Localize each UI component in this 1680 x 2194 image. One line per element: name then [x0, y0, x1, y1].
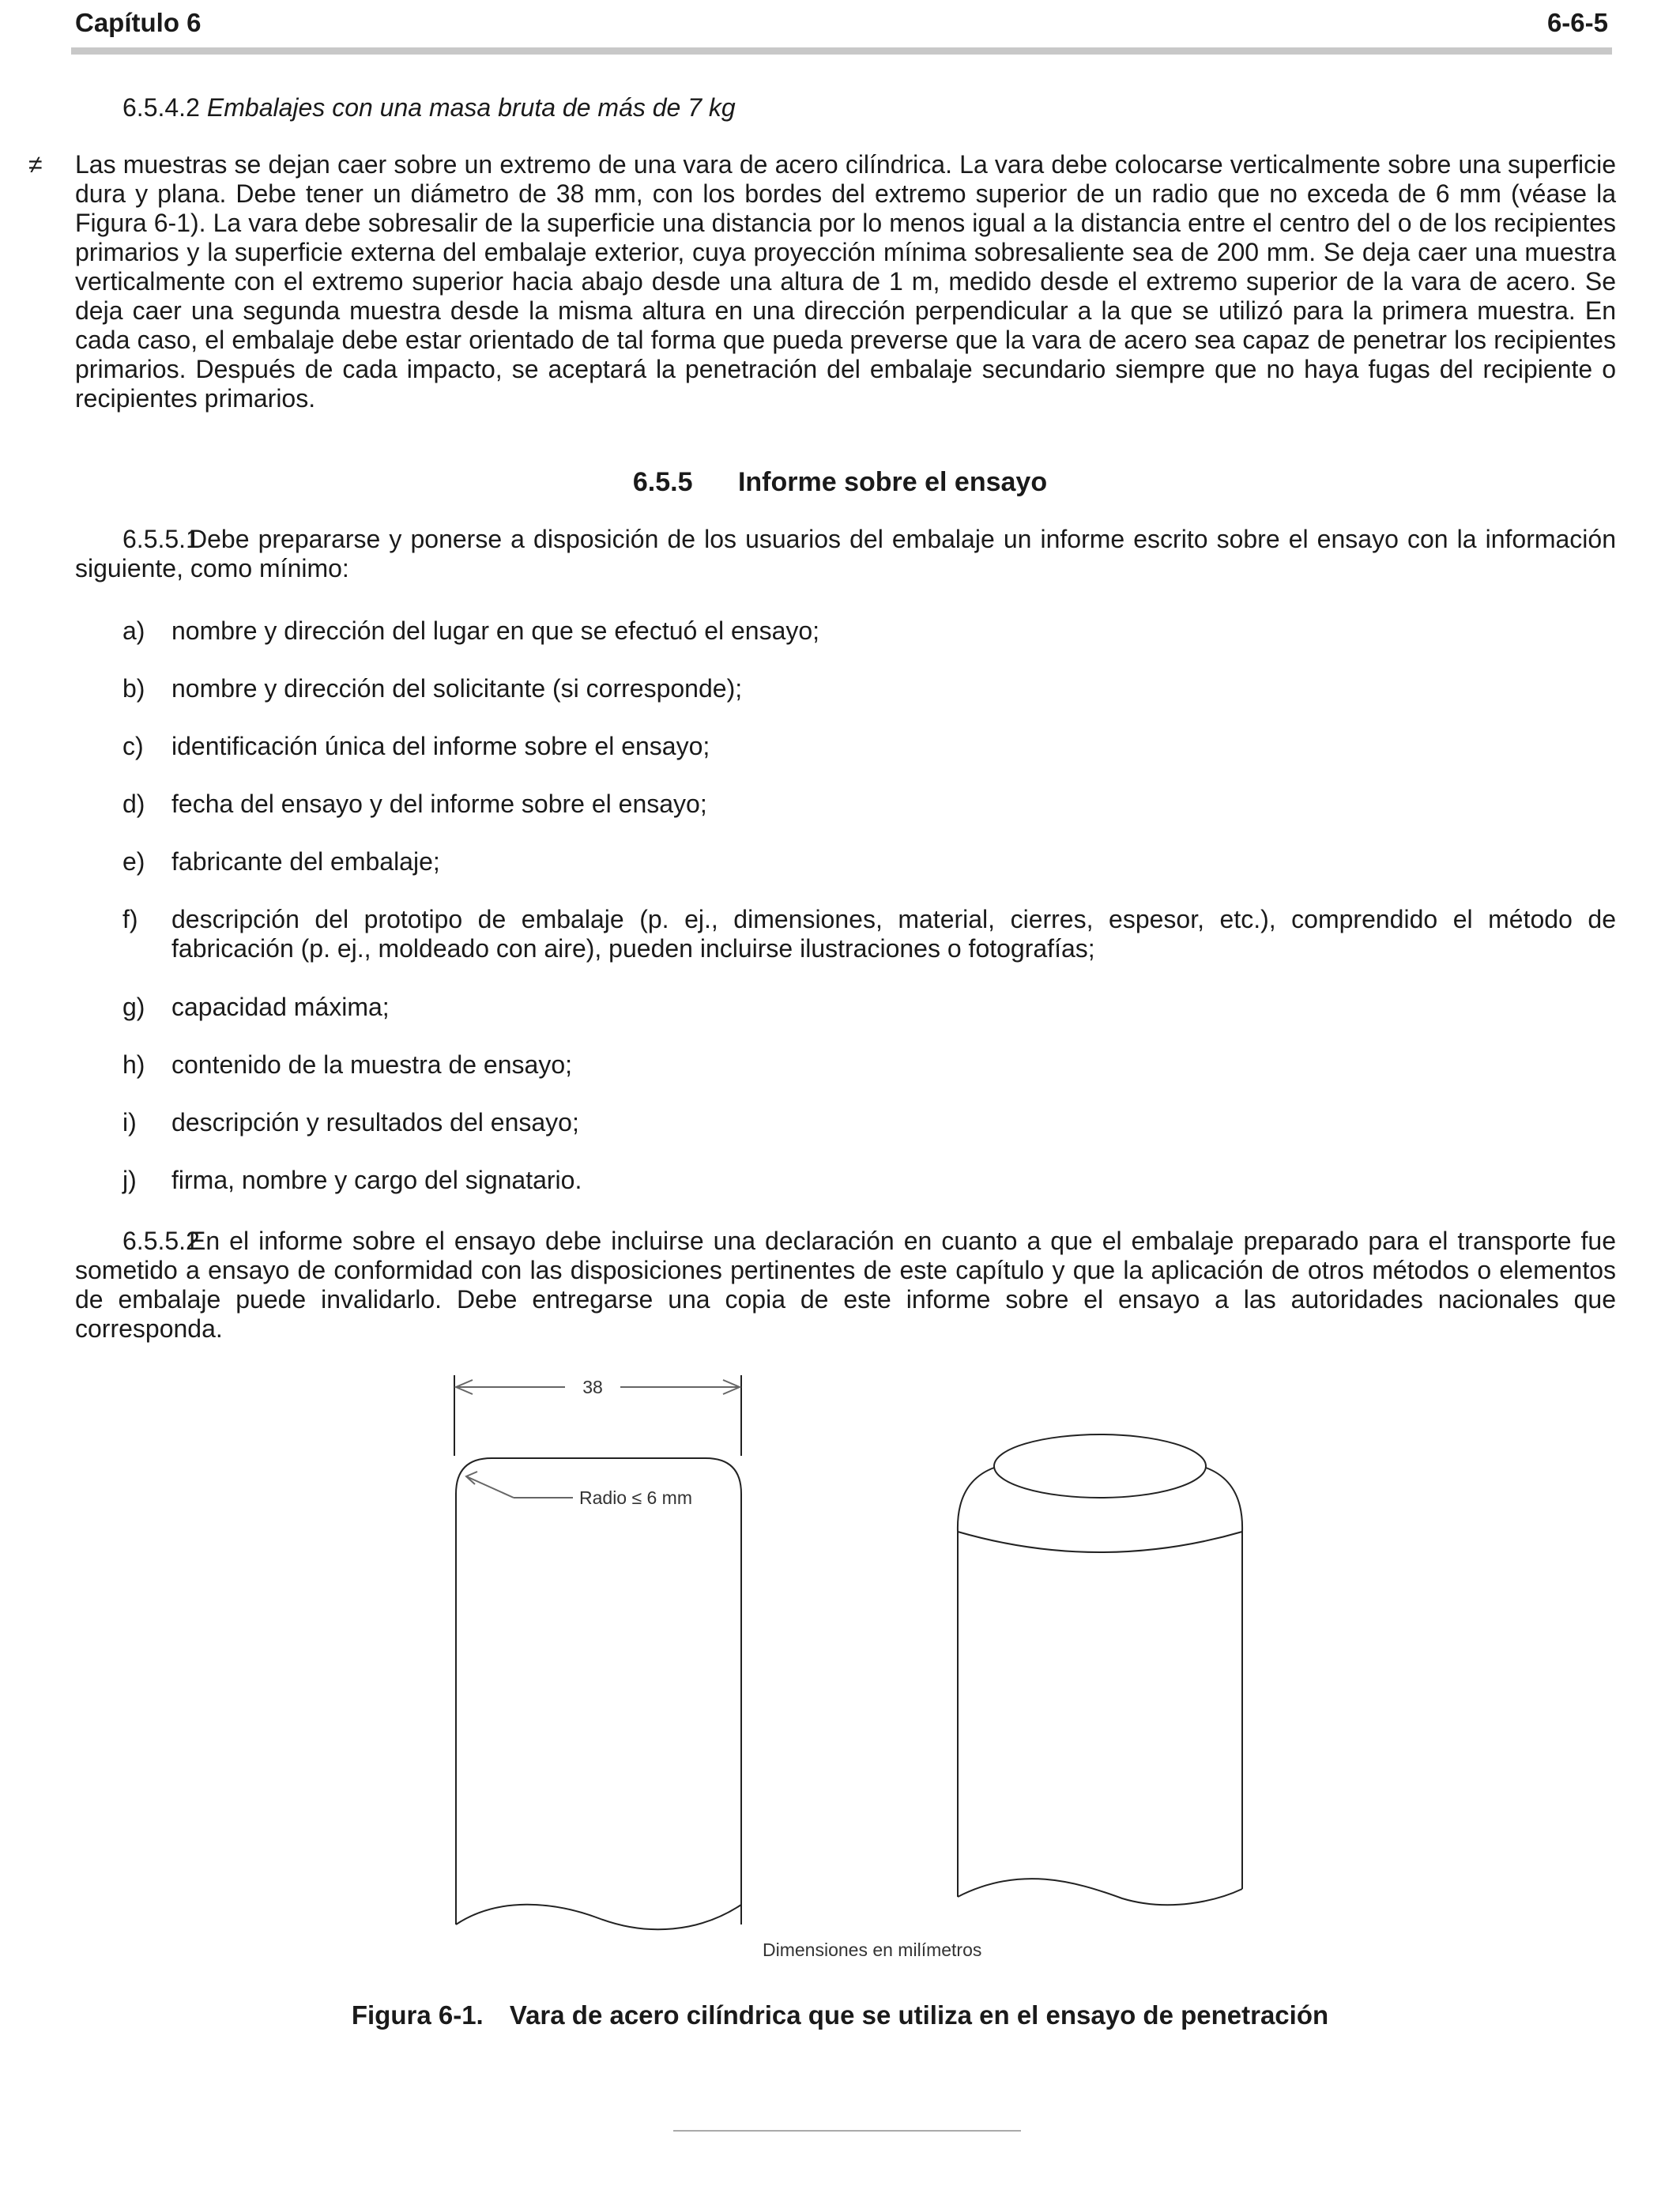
list-item-letter: h)	[122, 1050, 145, 1079]
list-item-text: fecha del ensayo y del informe sobre el ensayo;	[171, 790, 707, 818]
list-item-letter: b)	[122, 674, 145, 703]
section-heading	[0, 466, 1680, 498]
list-item-text: identificación única del informe sobre el ensayo;	[171, 732, 710, 760]
paragraph-text: En el informe sobre el ensayo debe incluirse una declaración en cuanto a que el embalaje preparado para el transporte fue sometido a ensayo de conformidad con las disposiciones pertinentes de este capítulo y que la aplicación de otros métodos o elementos de embalaje puede invalidarlo. Debe entregarse una copia de este informe sobre el ensayo a las autoridades nacionales que corresponda.	[75, 1227, 1616, 1343]
section-title: Informe sobre el ensayo	[737, 467, 1048, 497]
page-number: 6-6-5	[1546, 8, 1608, 37]
dimension-label: 38	[582, 1377, 603, 1397]
list-item-text: descripción y resultados del ensayo;	[171, 1108, 579, 1137]
figure-caption	[0, 2000, 1680, 2031]
list-item-letter: j)	[122, 1166, 137, 1194]
figure-title: Vara de acero cilíndrica que se utiliza en el ensayo de penetración	[509, 2000, 1329, 2030]
list-item-letter: d)	[122, 790, 145, 818]
list-item-letter: a)	[122, 616, 145, 645]
figure-6-1	[0, 1344, 1680, 1960]
figure-number: Figura 6-1.	[351, 2000, 484, 2030]
change-mark: ≠	[28, 150, 43, 179]
list-item-text: descripción del prototipo de embalaje (p. ej., dimensiones, material, cierres, espesor, etc.), comprendido el método de fabricación (p. ej., moldeado con aire), pueden incluirse ilustraciones o fotografías;	[171, 905, 1616, 963]
list-item-letter: c)	[122, 732, 144, 760]
list-item-text: contenido de la muestra de ensayo;	[171, 1050, 572, 1079]
list-item-text: capacidad máxima;	[171, 993, 390, 1021]
page-header	[75, 3, 1608, 43]
footer-divider	[673, 2130, 1021, 2132]
list-item-text: nombre y dirección del solicitante (si corresponde);	[171, 674, 743, 703]
list-item-letter: g)	[122, 993, 145, 1021]
section-number: 6.5.5	[632, 467, 693, 497]
paragraph-6552	[75, 1227, 1616, 1344]
list-item-letter: f)	[122, 905, 138, 933]
paragraph-text: Debe prepararse y ponerse a disposición de los usuarios del embalaje un informe escrito sobre el ensayo con la información siguiente, como mínimo:	[75, 525, 1616, 582]
list-item-letter: e)	[122, 847, 145, 876]
subsection-title: Embalajes con una masa bruta de más de 7 kg	[206, 93, 736, 122]
list-item-letter: i)	[122, 1108, 137, 1137]
list-item-text: firma, nombre y cargo del signatario.	[171, 1166, 582, 1194]
units-note: Dimensiones en milímetros	[763, 1940, 982, 1960]
subsection-heading	[122, 92, 736, 123]
list-item-text: fabricante del embalaje;	[171, 847, 440, 876]
radius-label: Radio ≤ 6 mm	[579, 1487, 692, 1508]
paragraph-number: 6.5.5.2	[122, 1227, 200, 1255]
penetration-paragraph: Las muestras se dejan caer sobre un extremo de una vara de acero cilíndrica. La vara debe colocarse verticalmente sobre una superficie dura y plana. Debe tener un diámetro de 38 mm, con los bordes del extremo superior de un radio que no exceda de 6 mm (véase la Figura 6-1). La vara debe sobresalir de la superficie una distancia por lo menos igual a la distancia entre el centro del o de los recipientes primarios y la superficie externa del embalaje exterior, cuya proyección mínima sobresaliente sea de 200 mm. Se deja caer una muestra verticalmente con el extremo superior hacia abajo desde una altura de 1 m, medido desde el extremo superior de la vara de acero. Se deja caer una segunda muestra desde la misma altura en una dirección perpendicular a la que se utilizó para la primera muestra. En cada caso, el embalaje debe estar orientado de tal forma que pueda preverse que la vara de acero sea capaz de penetrar los recipientes primarios. Después de cada impacto, se aceptará la penetración del embalaje secundario siempre que no haya fugas del recipiente o recipientes primarios.	[75, 150, 1616, 413]
list-item-text: nombre y dirección del lugar en que se efectuó el ensayo;	[171, 616, 820, 645]
steel-rod-drawing	[0, 1344, 1680, 1960]
paragraph-number: 6.5.5.1	[122, 525, 200, 553]
paragraph-6551	[75, 525, 1616, 583]
subsection-number: 6.5.4.2	[122, 93, 200, 122]
chapter-label: Capítulo 6	[75, 8, 202, 37]
header-divider	[71, 47, 1612, 55]
